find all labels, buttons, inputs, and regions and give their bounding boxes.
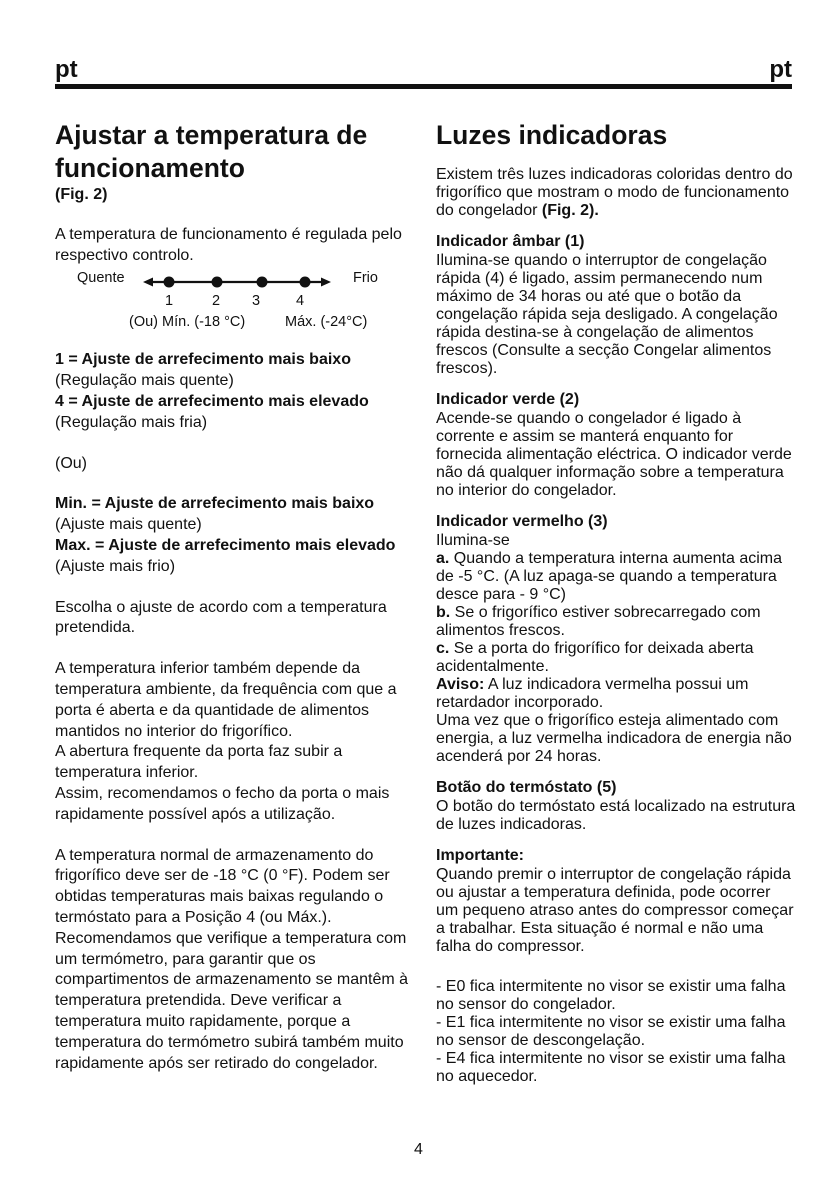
figure-reference: (Fig. 2) (55, 186, 108, 203)
intro-paragraph: A temperatura de funcionamento é regulada pelo respectivo controlo. (55, 225, 402, 264)
or-text: (Ou) (55, 454, 87, 472)
important-text: Quando premir o interruptor de congelação rápida ou ajustar a temperatura definida, pode ocorrer um pequeno atraso antes do compressor começar a trabalhar. Esta situação é normal e não uma falha do compressor. (436, 866, 794, 955)
scale-number-2: 2 (212, 293, 221, 310)
red-condition-a (436, 550, 796, 604)
important-heading: Importante: (436, 847, 524, 864)
header-rule (55, 84, 792, 89)
indicator-intro-figref: (Fig. 2). (541, 202, 599, 219)
setting-max-text: (Ajuste mais frio) (55, 557, 176, 575)
setting-max-heading: Max. = Ajuste de arrefecimento mais elevado (55, 536, 396, 554)
green-indicator-heading: Indicador verde (2) (436, 391, 580, 408)
header-language-right: pt (769, 56, 792, 83)
scale-dot-3 (257, 277, 268, 288)
green-indicator-text: Acende-se quando o congelador é ligado à corrente e assim se manterá enquanto for fornecida alimentação eléctrica. O indicador verde não dá qualquer informação sobre a temperatura no interior do congelador. (436, 410, 792, 499)
scale-dot-4 (300, 277, 311, 288)
normal-storage-paragraph: A temperatura normal de armazenamento do frigorífico deve ser de -18 °C (0 °F). Podem ser obtidas temperaturas mais baixas regulando o termóstato para a Posição 4 (ou Máx.). (55, 846, 390, 926)
door-opening-paragraph: A abertura frequente da porta faz subir a temperatura inferior. (55, 743, 343, 782)
scale-dot-2 (212, 277, 223, 288)
amber-indicator-text: Ilumina-se quando o interruptor de congelação rápida (4) é ligado, assim permanecendo num máximo de 34 horas ou até que o botão da congelação rápida seja desligado. A congelação rápida destina-se à congelação de alimentos frescos (Consulte a secção Congelar alimentos frescos). (436, 252, 778, 377)
error-e1-text: - E1 fica intermitente no visor se existir uma falha no sensor de descongelação. (436, 1014, 786, 1049)
red-condition-b (436, 604, 796, 640)
setting-min-text: (Ajuste mais quente) (55, 516, 202, 534)
red-condition-b-label: b. (436, 604, 451, 621)
section-title-indicator-lights: Luzes indicadoras (436, 120, 668, 150)
red-warning (436, 676, 796, 712)
section-title-temperature (55, 119, 415, 185)
thermostat-scale-diagram (55, 268, 415, 350)
setting-min-heading: Min. = Ajuste de arrefecimento mais baixo (55, 495, 375, 513)
red-condition-c-label: c. (436, 640, 450, 657)
red-condition-a-label: a. (436, 550, 450, 567)
thermostat-button-heading: Botão do termóstato (5) (436, 779, 617, 796)
red-condition-c (436, 640, 796, 676)
red-warning-text: A luz indicadora vermelha possui um retardador incorporado. (436, 676, 749, 711)
red-condition-c-text: Se a porta do frigorífico for deixada aberta acidentalmente. (436, 640, 754, 675)
scale-number-1: 1 (165, 293, 174, 310)
amber-indicator-heading: Indicador âmbar (1) (436, 233, 585, 250)
red-indicator-note: Uma vez que o frigorífico esteja alimentado com energia, a luz vermelha indicadora de energia não acenderá por 24 horas. (436, 712, 792, 765)
red-indicator-heading: Indicador vermelho (3) (436, 513, 608, 530)
choose-setting-paragraph: Escolha o ajuste de acordo com a temperatura pretendida. (55, 598, 387, 637)
setting-1-heading: 1 = Ajuste de arrefecimento mais baixo (55, 351, 351, 369)
page-number: 4 (414, 1141, 423, 1158)
arrow-right-icon (321, 278, 331, 287)
title-line-1: Ajustar a temperatura de (55, 120, 368, 150)
scale-number-3: 3 (252, 293, 261, 310)
title-line-2: funcionamento (55, 153, 245, 183)
scale-arrow-icon (143, 272, 331, 292)
indicator-intro-paragraph (436, 166, 796, 220)
thermostat-button-text: O botão do termóstato está localizado na estrutura de luzes indicadoras. (436, 798, 796, 833)
arrow-left-icon (143, 278, 153, 287)
indicator-intro-text: Existem três luzes indicadoras coloridas dentro do frigorífico que mostram o modo de funcionamento do congelador (436, 166, 793, 219)
right-column (436, 119, 796, 1086)
setting-4-heading: 4 = Ajuste de arrefecimento mais elevado (55, 392, 369, 410)
thermometer-check-paragraph: Recomendamos que verifique a temperatura com um termómetro, para garantir que os compartimentos de armazenamento se mantêm à temperatura pretendida. Deve verificar a temperatura muito rapidamente, porque a temperatura do termómetro subirá também muito rapidamente após ser retirado do congelador. (55, 929, 409, 1072)
setting-4-text: (Regulação mais fria) (55, 413, 208, 431)
header-language-left: pt (55, 56, 78, 83)
scale-min-label: (Ou) Mín. (-18 °C) (129, 314, 246, 331)
scale-dot-1 (164, 277, 175, 288)
red-condition-b-text: Se o frigorífico estiver sobrecarregado com alimentos frescos. (436, 604, 761, 639)
red-condition-a-text: Quando a temperatura interna aumenta acima de -5 °C. (A luz apaga-se quando a temperatura desce para - 9 °C) (436, 550, 782, 603)
scale-number-4: 4 (296, 293, 305, 310)
error-e4-text: - E4 fica intermitente no visor se existir uma falha no aquecedor. (436, 1050, 786, 1085)
close-door-paragraph: Assim, recomendamos o fecho da porta o mais rapidamente possível após a utilização. (55, 784, 390, 823)
scale-max-label: Máx. (-24°C) (285, 314, 368, 331)
left-column (55, 119, 415, 1074)
setting-1-text: (Regulação mais quente) (55, 372, 234, 390)
error-e0-text: - E0 fica intermitente no visor se existir uma falha no sensor do congelador. (436, 978, 786, 1013)
red-indicator-intro: Ilumina-se (436, 532, 510, 549)
scale-label-cold: Frio (353, 270, 378, 287)
red-warning-label: Aviso: (436, 676, 485, 693)
lower-temperature-paragraph: A temperatura inferior também depende da temperatura ambiente, da frequência com que a porta é aberta e da quantidade de alimentos mantidos no interior do frigorífico. (55, 660, 397, 740)
scale-label-hot: Quente (77, 270, 125, 287)
